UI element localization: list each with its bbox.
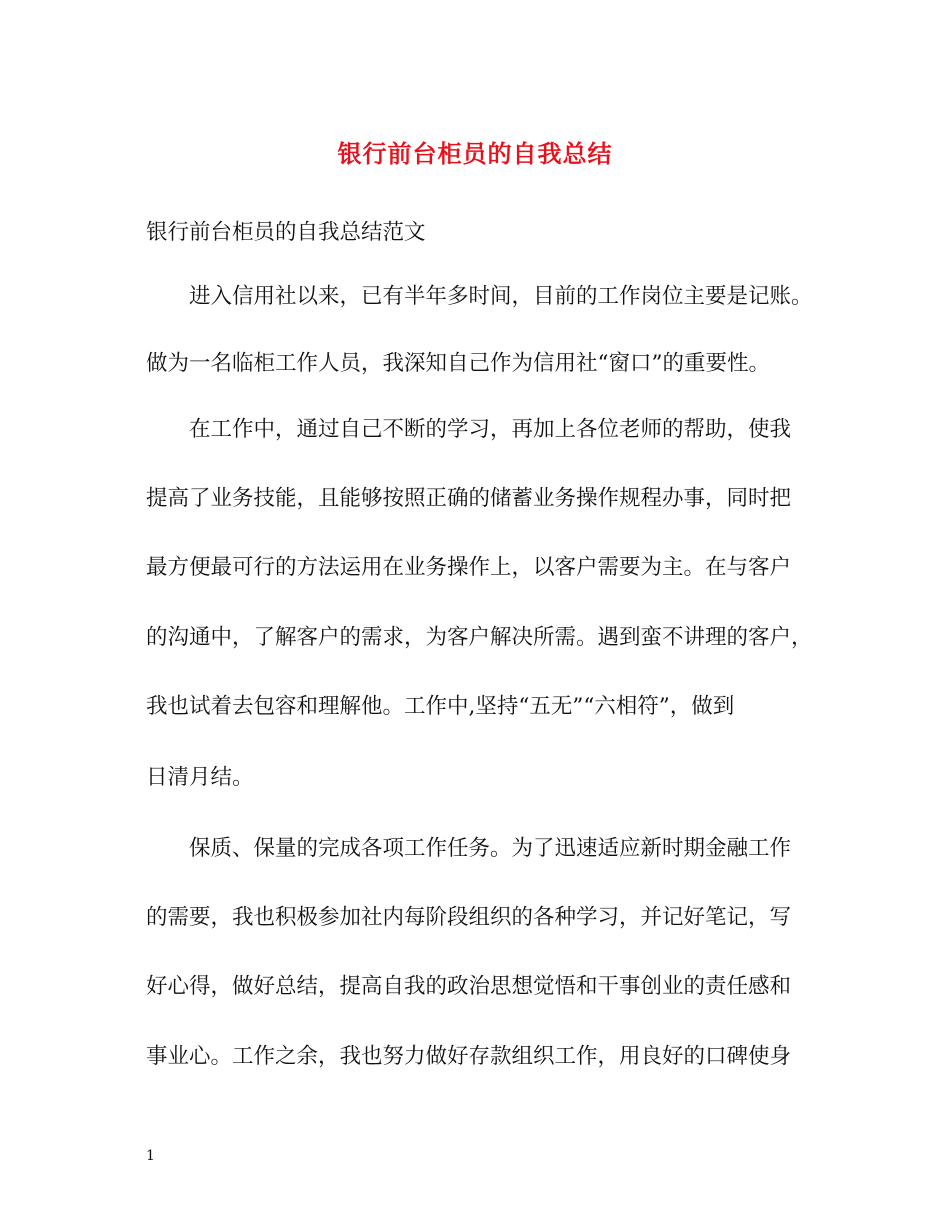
paragraph-line-1: 进入信用社以来，已有半年多时间，目前的工作岗位主要是记账。 <box>189 284 813 309</box>
paragraph-line-7: 我也试着去包容和理解他。工作中,坚持“五无”“六相符”，做到 <box>146 694 735 719</box>
paragraph-line-9: 保质、保量的完成各项工作任务。为了迅速适应新时期金融工作 <box>189 836 792 861</box>
document-subtitle: 银行前台柜员的自我总结范文 <box>146 220 426 245</box>
paragraph-line-3: 在工作中，通过自己不断的学习，再加上各位老师的帮助，使我 <box>189 417 792 442</box>
paragraph-line-6: 的沟通中，了解客户的需求，为客户解决所需。遇到蛮不讲理的客户， <box>146 625 813 650</box>
paragraph-line-12: 事业心。工作之余，我也努力做好存款组织工作，用良好的口碑使身 <box>146 1044 792 1069</box>
paragraph-line-2: 做为一名临柜工作人员，我深知自己作为信用社“窗口”的重要性。 <box>146 351 770 376</box>
paragraph-line-4: 提高了业务技能，且能够按照正确的储蓄业务操作规程办事，同时把 <box>146 486 792 511</box>
paragraph-line-10: 的需要，我也积极参加社内每阶段组织的各种学习，并记好笔记，写 <box>146 905 792 930</box>
page-number: 1 <box>146 1148 155 1164</box>
paragraph-line-11: 好心得，做好总结，提高自我的政治思想觉悟和干事创业的责任感和 <box>146 974 792 999</box>
paragraph-line-5: 最方便最可行的方法运用在业务操作上，以客户需要为主。在与客户 <box>146 555 792 580</box>
paragraph-line-8: 日清月结。 <box>146 765 254 790</box>
document-title: 银行前台柜员的自我总结 <box>337 139 613 168</box>
